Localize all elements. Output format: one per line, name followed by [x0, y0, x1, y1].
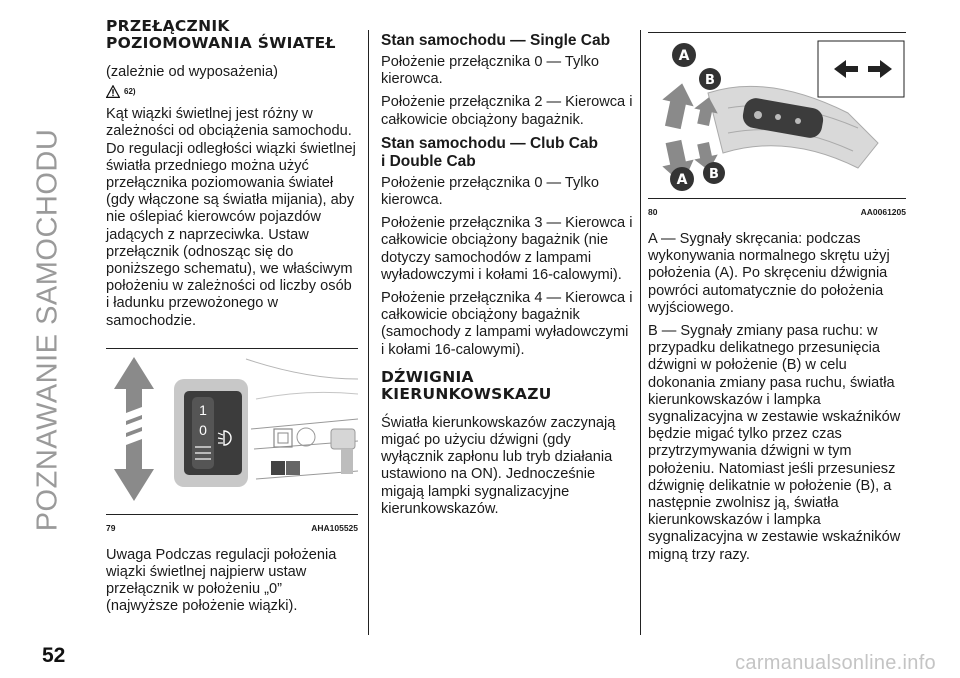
figure-80 — [648, 32, 906, 199]
heading-line: PRZEŁĄCZNIK — [106, 17, 230, 35]
heading-line: i Double Cab — [381, 152, 476, 170]
position-a-badge — [670, 167, 694, 191]
position-b-label: B — [709, 167, 719, 182]
warning-ref-number: 62) — [124, 87, 136, 97]
headlamp-leveling-switch-illustration — [106, 349, 358, 509]
heading-line: DŹWIGNIA — [381, 367, 474, 386]
column-divider — [640, 30, 641, 635]
note-paragraph: Uwaga Podczas regulacji położenia wiązki świetlnej najpierw ustaw przełącznik w położeniu „0” (najwyższe położenie wiązki). — [106, 546, 337, 615]
availability-note: (zależnie od wyposażenia) — [106, 64, 278, 80]
body-paragraph: Światła kierunkowskazów zaczynają migać po użyciu dźwigni (gdy wyłącznik zapłonu lub tryb działania ustawiono na ON). Jednocześnie migają lampki sygnalizacyjne kierunkowskazów. — [381, 414, 616, 517]
heading-line: POZIOMOWANIA ŚWIATEŁ — [106, 34, 336, 52]
position-b-badge — [699, 68, 721, 90]
heading-line: KIERUNKOWSKAZU — [381, 384, 552, 403]
warning-reference — [106, 85, 358, 98]
column-3 — [648, 18, 906, 570]
body-paragraph: Położenie przełącznika 0 — Tylko kierowca. — [381, 174, 599, 209]
body-paragraph: Położenie przełącznika 3 — Kierowca i całkowicie obciążony bagażnik (nie dotyczy samochodów z lampami wyładowczymi i kołami 16-calowymi). — [381, 215, 633, 283]
body-paragraph: Położenie przełącznika 2 — Kierowca i całkowicie obciążony bagażnik. — [381, 94, 633, 128]
position-a-label: A — [676, 172, 688, 188]
position-b-badge — [703, 162, 725, 184]
position-b-label: B — [705, 73, 715, 88]
section-heading — [381, 369, 634, 403]
figure-code: AHA105525 — [311, 522, 358, 533]
figure-number: 80 — [648, 207, 658, 217]
figure-caption — [648, 207, 906, 217]
figure-79 — [106, 348, 358, 515]
section-heading — [106, 18, 358, 52]
body-paragraph: Położenie przełącznika 4 — Kierowca i całkowicie obciążony bagażnik (samochody z lampami wyładowczymi i kołami 16-calowymi). — [381, 290, 633, 358]
switch-position-label: 1 — [199, 401, 207, 418]
turn-signal-lever-illustration — [648, 33, 906, 193]
column-2 — [381, 18, 634, 524]
watermark: carmanualsonline.info — [735, 652, 936, 674]
body-paragraph: B — Sygnały zmiany pasa ruchu: w przypadku delikatnego przesunięcia dźwigni w położenie (B) w celu dokonania zmiany pasa ruchu, światła kierunkowskazów i lampka sygnalizacyjna w zestawie wskaźników będzie migać tylko przez czas przytrzymywania dźwigni w tym położeniu. Natomiast jeśli przesuniesz dźwignię delikatnie w położenie (B), a następnie zwolnisz ją, światła kierunkowskazów i lampka sygnalizacyjna w zestawie wskaźników migną trzy razy. — [648, 323, 901, 563]
column-1 — [106, 18, 358, 622]
figure-caption — [106, 523, 358, 533]
subheading-single-cab: Stan samochodu — Single Cab — [381, 32, 611, 49]
body-paragraph: A — Sygnały skręcania: podczas wykonywania normalnego skrętu użyj położenia (A). Po skręceniu dźwignia powróci automatycznie do położenia wyjściowego. — [648, 231, 890, 316]
position-a-badge — [672, 43, 696, 67]
figure-code: AA0061205 — [860, 207, 906, 217]
body-paragraph: Kąt wiązki świetlnej jest różny w zależności od obciążenia samochodu. Do regulacji odległości wiązki świetlnej światła przedniego można użyć przełącznika poziomowania świateł (gdy włączone są światła mijania), aby nie oślepiać kierowców pojazdów jadących z naprzeciwka. Ustaw przełącznik (odnosząc się do poniższego schematu), we właściwym położeniu w zależności od liczby osób i ładunku przewożonego w samochodzie. — [106, 106, 356, 329]
figure-number: 79 — [106, 522, 116, 533]
section-sidebar-title: POZNAWANIE SAMOCHODU — [31, 128, 64, 532]
subheading-club-cab — [381, 135, 634, 171]
column-divider — [368, 30, 369, 635]
switch-position-label: 0 — [199, 421, 207, 438]
warning-triangle-icon — [106, 85, 120, 98]
heading-line: Stan samochodu — Club Cab — [381, 134, 599, 152]
position-a-label: A — [678, 48, 690, 64]
body-paragraph: Położenie przełącznika 0 — Tylko kierowca. — [381, 54, 599, 88]
page-number: 52 — [42, 644, 66, 667]
